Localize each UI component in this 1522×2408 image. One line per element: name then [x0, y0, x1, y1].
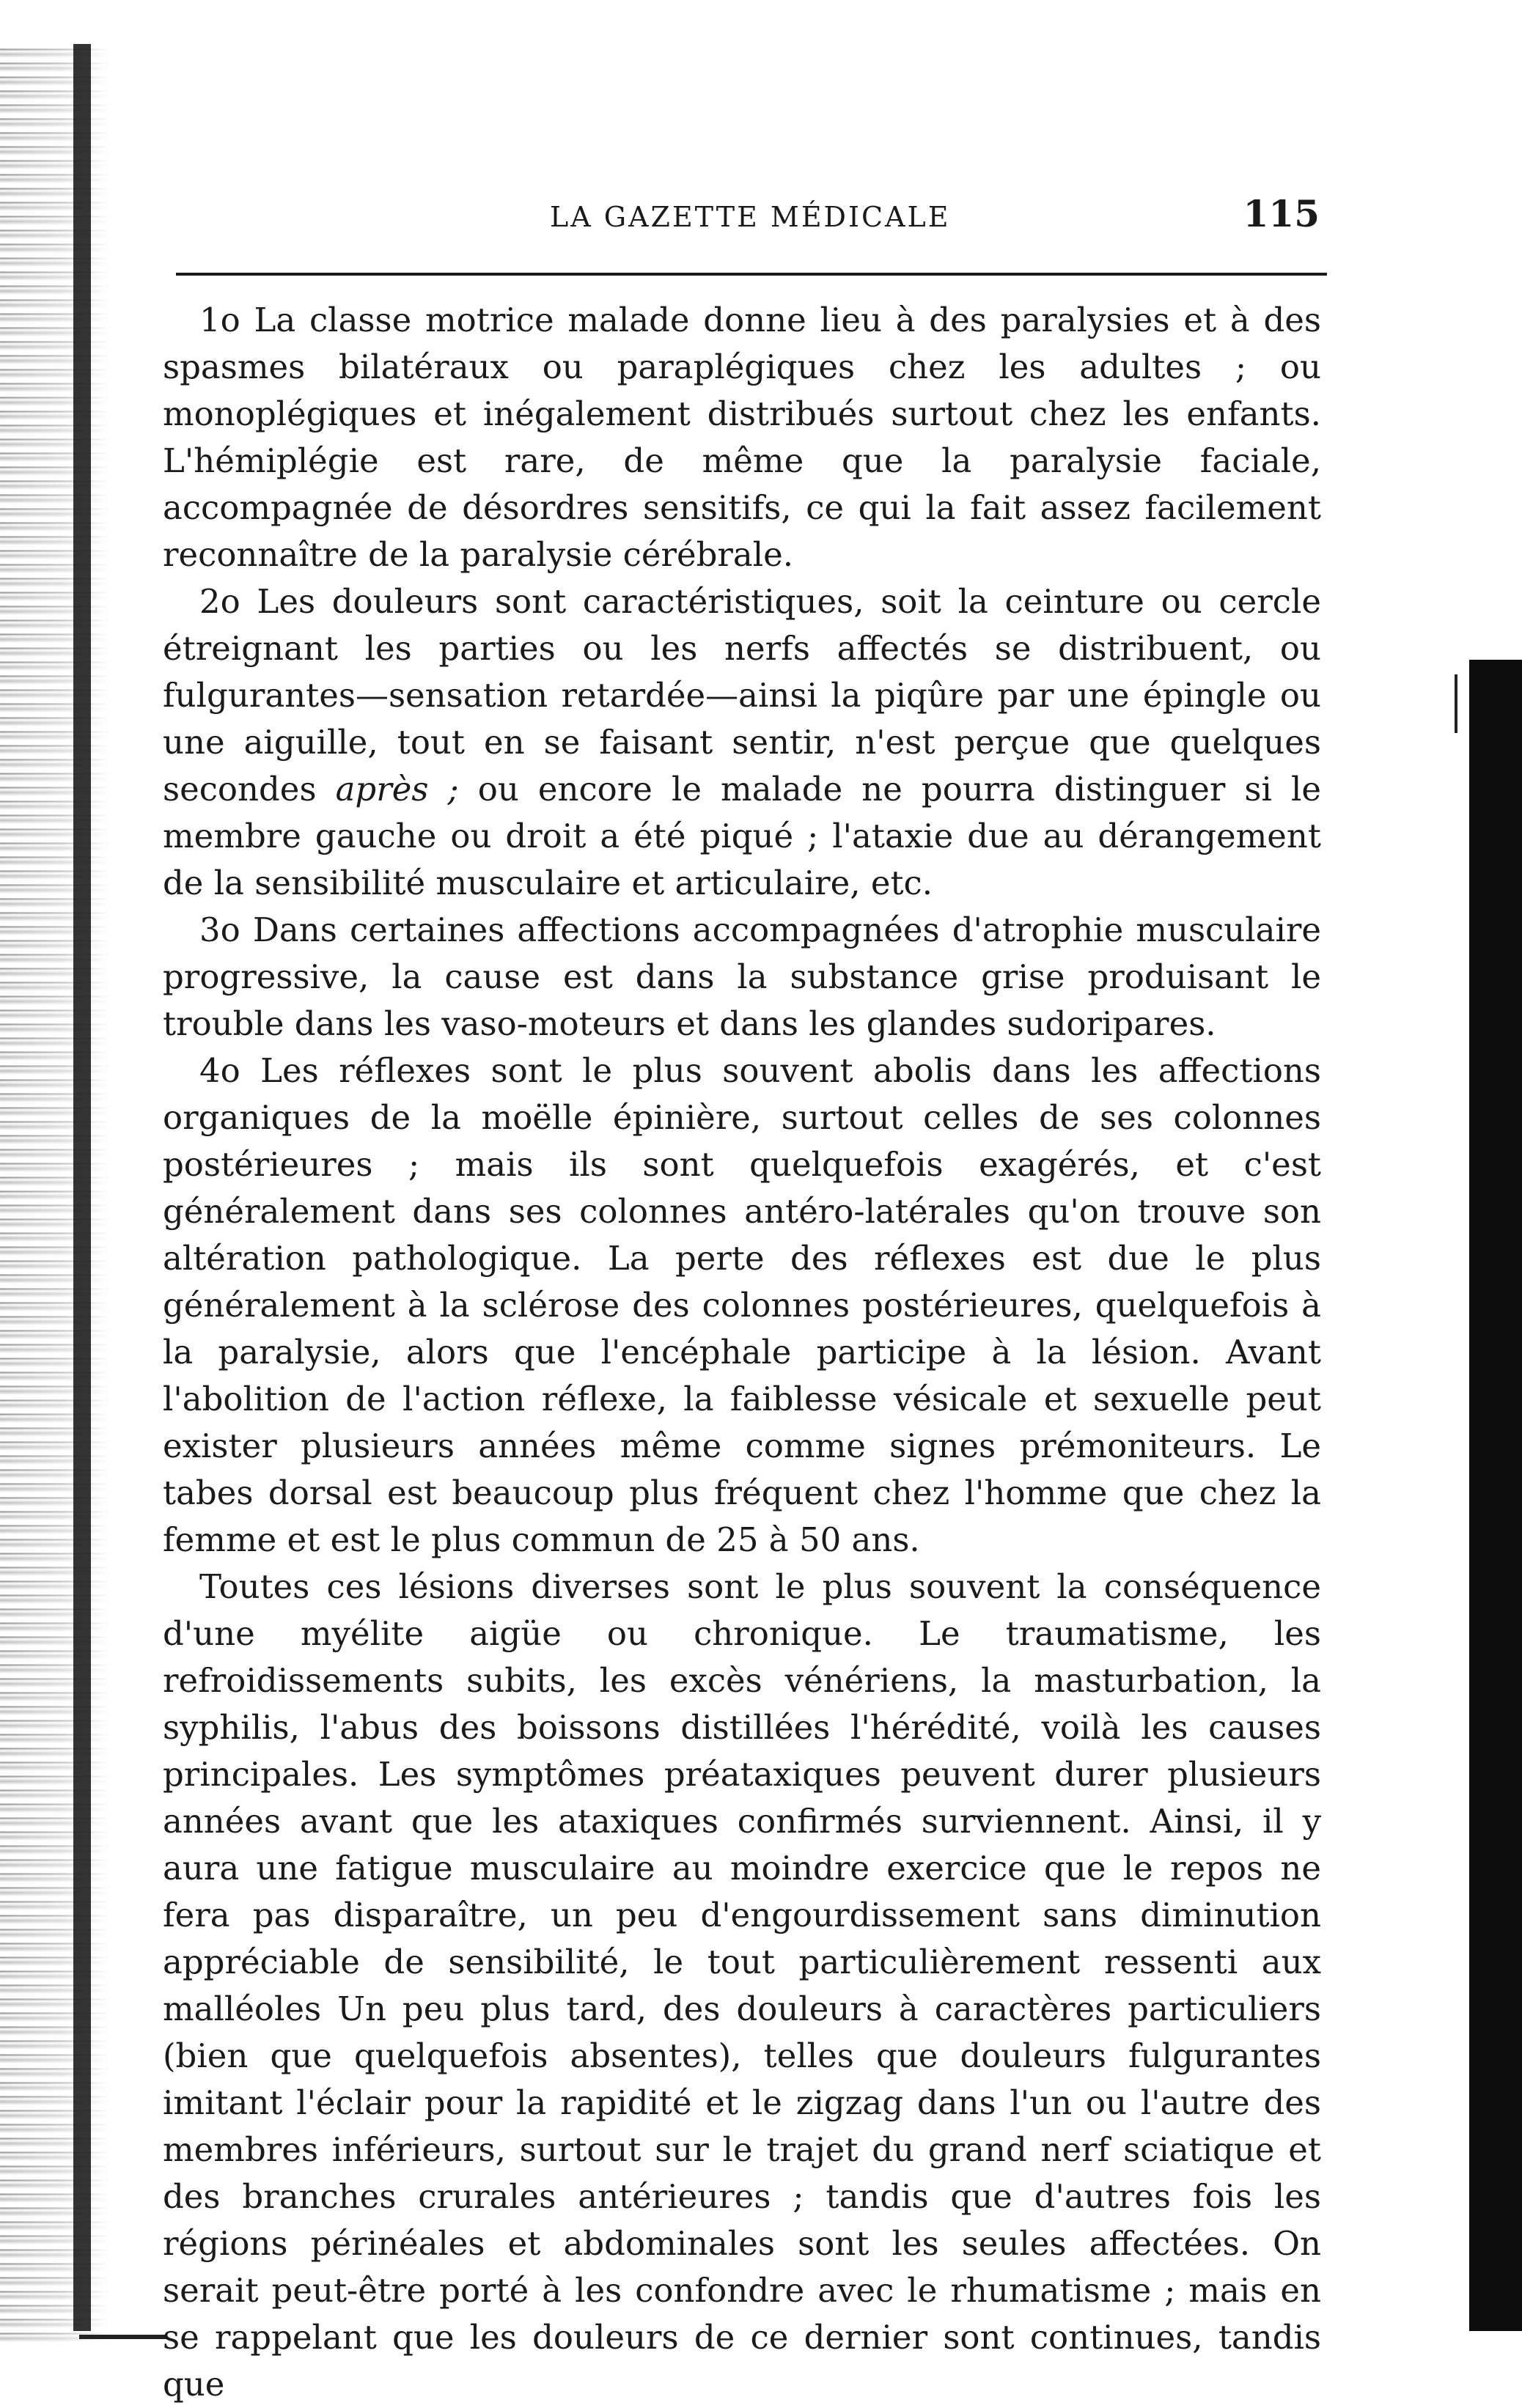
page-number: 115 [1243, 192, 1320, 235]
paragraph-5: Toutes ces lésions diverses sont le plus souvent la conséquence d'une myélite aigüe ou chronique. Le traumatisme, les refroidissements subits, les excès vénériens, la masturbation, la syphilis, l'abus des boissons distillées l'hérédité, voilà les causes principales. Les symptômes préataxiques peuvent durer plusieurs années avant que les ataxiques confirmés surviennent. Ainsi, il y aura une fatigue musculaire au moindre exercice que le repos ne fera pas disparaître, un peu d'engourdissement sans diminution appréciable de sensibilité, le tout particulièrement ressenti aux malléoles Un peu plus tard, des douleurs à caractères particuliers (bien que quelquefois absentes), telles que douleurs fulgurantes imitant l'éclair pour la rapidité et le zigzag dans l'un ou l'autre des membres inférieurs, surtout sur le trajet du grand nerf sciatique et des branches crurales antérieures ; tandis que d'autres fois les régions périnéales et abdominales sont les seules affectées. On serait peut-être porté à les confondre avec le rhumatisme ; mais en se rappelant que les douleurs de ce dernier sont continues, tandis que [163, 1567, 1321, 2404]
paragraph-2 [163, 578, 1321, 907]
scan-mark [1455, 674, 1457, 733]
running-title: LA GAZETTE MÉDICALE [550, 201, 951, 233]
paragraph-1: 1o La classe motrice malade donne lieu à des paralysies et à des spasmes bilatéraux ou paraplégiques chez les adultes ; ou monoplégiques et inégalement distribués surtout chez les enfants. L'hémiplégie est rare, de même que la paralysie faciale, accompagnée de désordres sensitifs, ce qui la fait assez facilement reconnaître de la paralysie cérébrale. [163, 301, 1321, 574]
body-text [163, 297, 1321, 2408]
scan-binding-foot [79, 2335, 167, 2339]
scan-binding-edge [73, 44, 91, 2331]
scan-right-edge [1469, 660, 1522, 2331]
paragraph-2-italic: après ; [335, 770, 459, 809]
paragraph-2-end: ou encore le malade ne pourra distinguer si le membre gauche ou droit a été piqué ; l'ataxie due au dérangement de la sensibilité musculaire et articulaire, etc. [163, 770, 1321, 902]
page-header [169, 192, 1320, 251]
header-rule [176, 273, 1327, 276]
scan-binding-shadow [0, 44, 110, 2346]
paragraph-3: 3o Dans certaines affections accompagnées d'atrophie musculaire progressive, la cause est dans la substance grise produisant le trouble dans les vaso-moteurs et dans les glandes sudoripares. [163, 910, 1321, 1043]
paragraph-4: 4o Les réflexes sont le plus souvent abolis dans les affections organiques de la moëlle épinière, surtout celles de ses colonnes postérieures ; mais ils sont quelquefois exagérés, et c'est généralement dans ses colonnes antéro-latérales qu'on trouve son altération pathologique. La perte des réflexes est due le plus généralement à la sclérose des colonnes postérieures, quelquefois à la paralysie, alors que l'encéphale participe à la lésion. Avant l'abolition de l'action réflexe, la faiblesse vésicale et sexuelle peut exister plusieurs années même comme signes prémoniteurs. Le tabes dorsal est beaucoup plus fréquent chez l'homme que chez la femme et est le plus commun de 25 à 50 ans. [163, 1051, 1321, 1559]
paragraph-2-start: 2o Les douleurs sont caractéristiques, soit la ceinture ou cercle étreignant les parties ou les nerfs affectés se distribuent, ou fulgurantes—sensation retardée—ainsi la piqûre par une épingle ou une aiguille, tout en se faisant sentir, n'est perçue que quelques secondes [163, 582, 1321, 809]
